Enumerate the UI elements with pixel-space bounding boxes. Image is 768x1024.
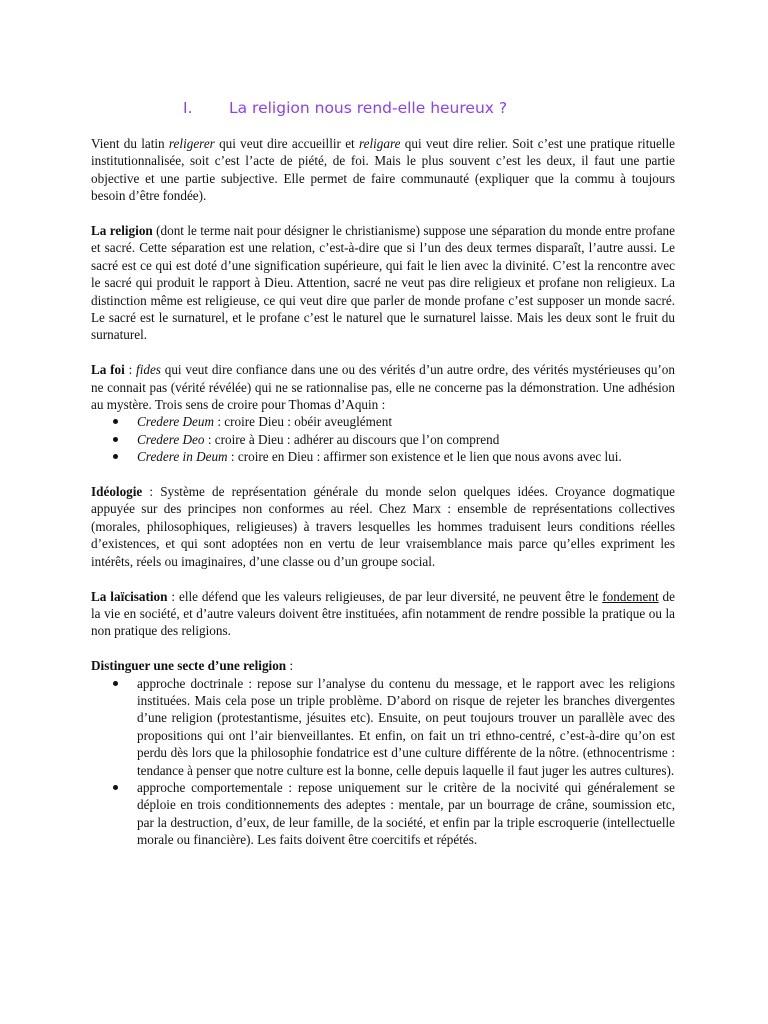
term-fides: fides [136,362,161,378]
foi-label: La foi [91,362,125,378]
laicisation-text-2: de la vie en société, et d’autre valeurs doivent être instituées, afin notamment de rendre possible la pratique ou la non pratique des religions. [91,588,675,639]
list-item [91,448,675,465]
ideologie-paragraph [91,483,675,570]
secte-paragraph [91,657,675,674]
intro-text-1: Vient du latin [91,136,169,151]
ideologie-label: Idéologie [91,484,143,500]
list-item-text: approche comportementale : repose uniquement sur le critère de la nocivité qui généralement se déploie en trois conditionnements des adeptes : mentale, par un bourrage de crâne, soumission etc, par la destruction, d’eux, de leur famille, de la société, et enfin par la triple escroquerie (intellectuelle morale ou financière). Les faits doivent être coercitifs et répétés. [137,779,675,848]
foi-separator: : [124,362,137,378]
ideologie-text: : Système de représentation générale du monde selon quelques idées. Croyance dogmatique appuyée sur des principes non conformes au réel. Chez Marx : ensemble de représentations collectives (morales, philosophiques, religieuses) à travers lesquelles les hommes traduisent leurs conditions réelles d’existences, et qui sont adoptées non en vertu de leur vraisemblance mais parce qu’elles expriment les intérêts, réels ou imaginaires, d’une classe ou d’un groupe social. [91,484,675,569]
secte-label: Distinguer une secte d’une religion [91,658,287,674]
heading-title: La religion nous rend-elle heureux ? [229,99,508,117]
secte-separator: : [286,658,294,674]
term-religerer: religerer [168,136,215,151]
list-item-term: Credere in Deum [137,449,228,465]
bullet-icon [113,454,118,459]
intro-text-3: qui veut dire relier. Soit c’est une pratique rituelle institutionnalisée, soit c’est l’acte de piété, de foi. Mais le plus souvent c’est les deux, il faut une partie objective et une partie subjective. Elle permet de faire communauté (expliquer que la commu à toujours besoin d’être fondée). [91,136,675,204]
bullet-icon [113,681,118,686]
foi-text: qui veut dire confiance dans une ou des vérités d’un autre ordre, des vérités mystérieuses qu’on ne connait pas (vérité révélée) qui ne se rationnalise pas, elle ne concerne pas la démonstration. Une adhésion au mystère. Trois sens de croire pour Thomas d’Aquin : [91,362,675,413]
bullet-icon [113,437,118,442]
religion-paragraph [91,222,675,344]
intro-paragraph [91,135,675,205]
list-item [91,675,675,779]
intro-text-2: qui veut dire accueillir et [214,136,359,151]
document-page [91,97,675,866]
bullet-icon [113,785,118,790]
list-item [91,413,675,430]
laicisation-label: La laïcisation [91,588,168,604]
list-item-text: : croire à Dieu : adhérer au discours que l’on comprend [204,431,500,447]
list-item [91,431,675,448]
list-item [91,779,675,849]
list-item-text: : croire en Dieu : affirmer son existence et le lien que nous avons avec lui. [227,449,622,465]
foi-paragraph [91,361,675,413]
religion-text: (dont le terme nait pour désigner le christianisme) suppose une séparation du monde entre profane et sacré. Cette séparation est une relation, c’est-à-dire que si l’un des deux termes disparaît, l’autre aussi. Le sacré est ce qui est doté d’une signification supérieure, qui fait le lien avec la divinité. C’est la rencontre avec le sacré qui produit le rapport à Dieu. Attention, sacré ne veut pas dire religieux et profane non religieux. La distinction même est religieuse, ce qui veut dire que parler de monde profane c’est supposer un monde sacré. Le sacré est le surnaturel, et le profane c’est le naturel que le surnaturel laisse. Mais les deux sont le fruit du surnaturel. [91,223,675,343]
list-item-term: Credere Deum [137,414,215,430]
list-item-term: Credere Deo [137,431,205,447]
term-religare: religare [358,136,401,151]
heading-number: I. [183,99,193,117]
underlined-word: fondement [602,588,659,604]
list-item-text: : croire Dieu : obéir aveuglément [214,414,392,430]
bullet-icon [113,419,118,424]
section-heading [91,97,675,119]
list-item-text: approche doctrinale : repose sur l’analyse du contenu du message, et le rapport avec les religions instituées. Mais cela pose un triple problème. D’abord on risque de rejeter les branches divergentes d’une religion (protestantisme, jésuites etc). Ensuite, on peut toujours trouver un parallèle avec des propositions qui ont l’air bienveillantes. Et enfin, on fait un tri ethno-centré, c’est-à-dire qu’on est perdu dès lors que la philosophie fondatrice est d’une culture différente de la nôtre. (ethnocentrisme : tendance à penser que notre culture est la bonne, celle depuis laquelle il faut juger les autres cultures). [137,675,675,778]
foi-list [91,413,675,465]
religion-label: La religion [91,223,153,239]
laicisation-paragraph [91,588,675,640]
secte-list [91,675,675,849]
laicisation-text-1: : elle défend que les valeurs religieuses, de par leur diversité, ne peuvent être le [167,588,603,604]
